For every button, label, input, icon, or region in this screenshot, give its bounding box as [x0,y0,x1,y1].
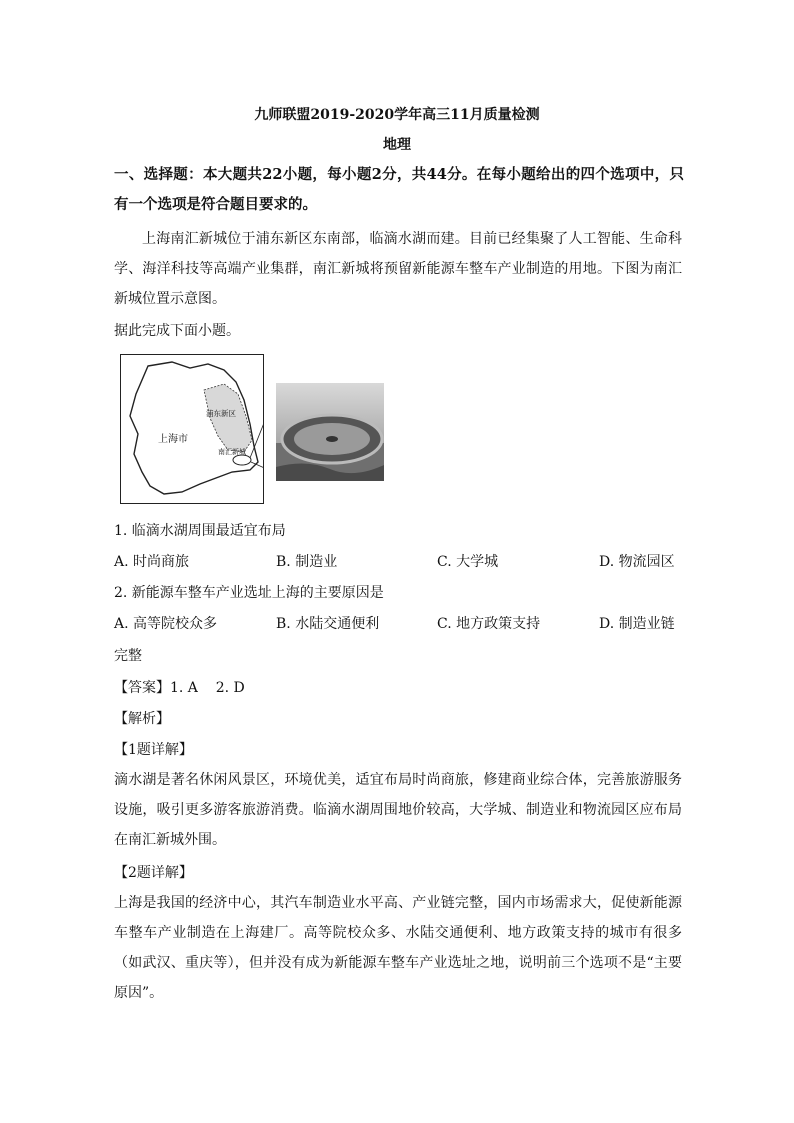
lake-photo-icon [276,383,384,481]
question-2-option-c: C. 地方政策支持 [437,616,541,632]
exam-title: 九师联盟2019-2020学年高三11月质量检测 [254,107,540,123]
analysis-q1-label: 【1题详解】 [114,742,193,758]
question-1-option-b: B. 制造业 [276,554,338,570]
question-2-option-d: D. 制造业链 [599,616,675,632]
subject-title: 地理 [383,137,411,153]
answer-label: 【答案】 [114,680,170,696]
analysis-q2-text: 上海是我国的经济中心，其汽车制造业水平高、产业链完整，国内市场需求大，促使新能源车整车产业制造在上海建厂。高等院校众多、水陆交通便利、地方政策支持的城市有很多（如武汉、重庆等），但并没有成为新能源车整车产业选址之地，说明前三个选项不是“主要原因”。 [114,895,682,1001]
section-heading: 一、选择题：本大题共22小题，每小题2分，共44分。在每小题给出的四个选项中，只有一个选项是符合题目要求的。 [114,166,684,213]
question-2-option-a: A. 高等院校众多 [114,616,218,632]
question-1-option-a: A. 时尚商旅 [114,554,190,570]
passage-prompt: 据此完成下面小题。 [114,323,240,339]
shanghai-map-icon [120,354,264,504]
analysis-q1-text: 滴水湖是著名休闲风景区，环境优美，适宜布局时尚商旅，修建商业综合体，完善旅游服务设施，吸引更多游客旅游消费。临滴水湖周围地价较高，大学城、制造业和物流园区应布局在南汇新城外围。 [114,772,682,848]
map-label-shanghai: 上海市 [158,434,188,445]
analysis-q2-label: 【2题详解】 [114,865,193,881]
map-label-nanhui: 南汇新城 [218,448,246,456]
question-2-stem: 2. 新能源车整车产业选址上海的主要原因是 [114,585,384,601]
passage-text: 上海南汇新城位于浦东新区东南部，临滴水湖而建。目前已经集聚了人工智能、生命科学、海洋科技等高端产业集群，南汇新城将预留新能源车整车产业制造的用地。下图为南汇新城位置示意图。 [114,231,682,307]
map-label-pudong: 浦东新区 [206,409,236,418]
analysis-label: 【解析】 [114,711,170,727]
question-1-option-d: D. 物流园区 [599,554,675,570]
question-1-option-c: C. 大学城 [437,554,499,570]
question-2-option-d-continuation: 完整 [114,648,142,664]
question-1-stem: 1. 临滴水湖周围最适宜布局 [114,523,286,539]
answer-value: 1. A 2. D [170,680,245,696]
answer-row [114,677,245,697]
question-2-option-b: B. 水陆交通便利 [276,616,380,632]
